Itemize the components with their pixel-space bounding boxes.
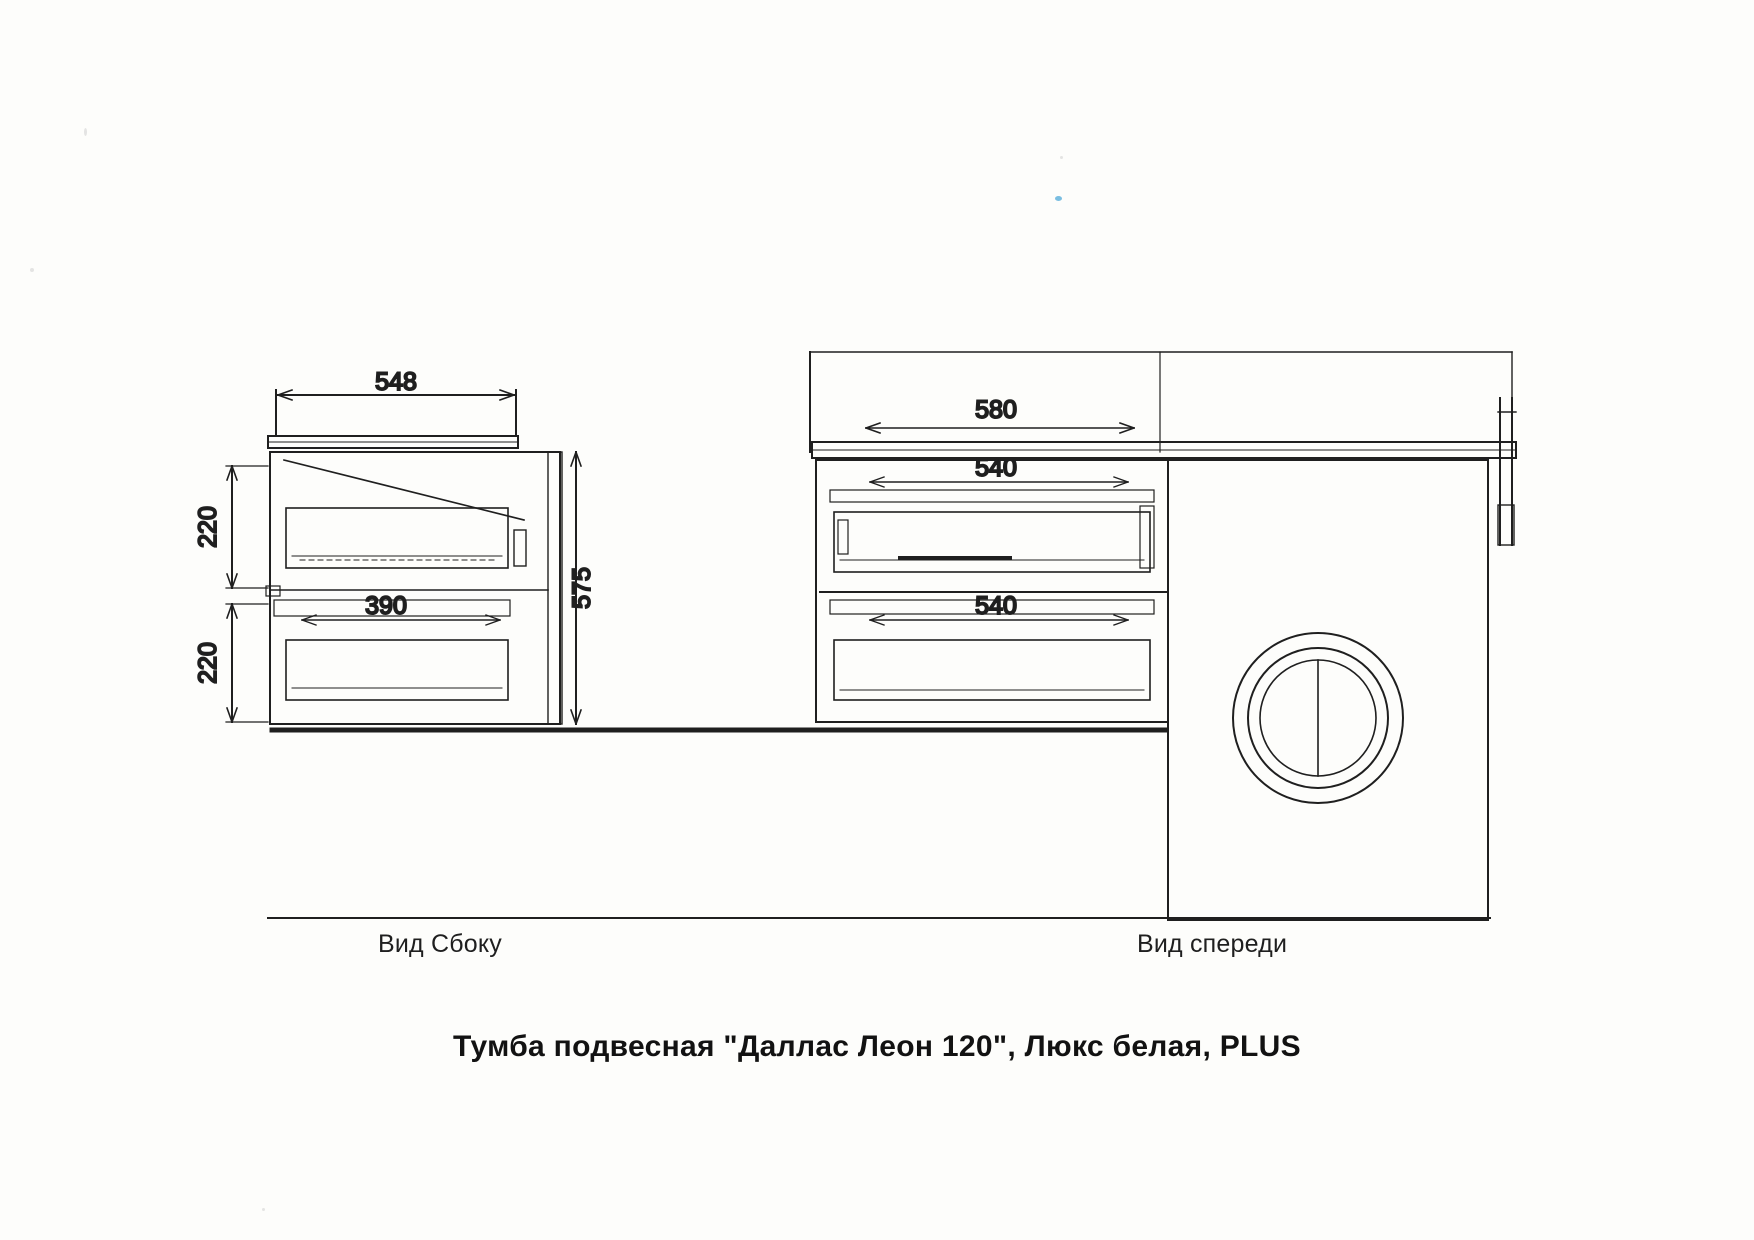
dim-side-upper-220: 220 <box>194 506 222 548</box>
dim-side-total-575: 575 <box>568 567 596 609</box>
drawing-title: Тумба подвесная "Даллас Леон 120", Люкс белая, PLUS <box>453 1030 1301 1063</box>
dim-side-depth-390: 390 <box>365 592 407 620</box>
front-view-geometry <box>268 352 1516 920</box>
dim-front-lower-540: 540 <box>975 592 1017 620</box>
dim-side-lower-220: 220 <box>194 642 222 684</box>
view-caption-side: Вид Сбоку <box>378 930 502 958</box>
view-caption-front: Вид спереди <box>1137 930 1288 958</box>
dim-front-top-580: 580 <box>975 396 1017 424</box>
dim-front-upper-540: 540 <box>975 454 1017 482</box>
dim-side-width-548: 548 <box>375 368 417 396</box>
dimension-labels <box>194 368 1017 684</box>
